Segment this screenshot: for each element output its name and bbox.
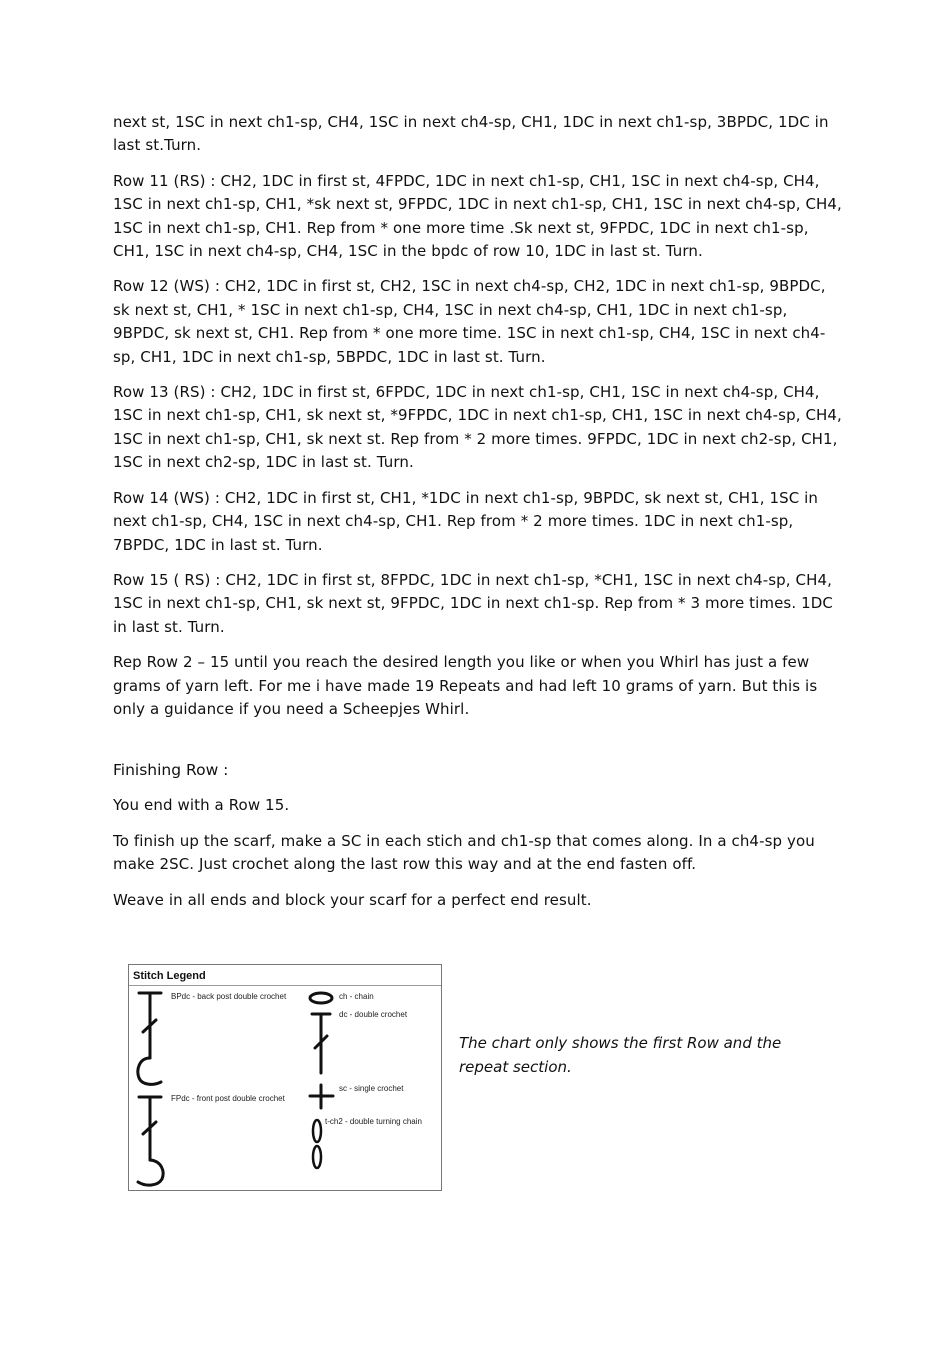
document-body: [113, 111, 843, 924]
finishing-paragraph: To finish up the scarf, make a SC in each stich and ch1-sp that comes along. In a ch4-sp you make 2SC. Just crochet along the last row this way and at the end fasten off.: [113, 831, 815, 874]
chart-caption: The chart only shows the first Row and the repeat section.: [459, 1034, 782, 1076]
chain-symbol-icon: [310, 993, 332, 1003]
finishing-paragraph: You end with a Row 15.: [113, 796, 290, 815]
stitch-legend: [128, 964, 442, 1191]
pattern-row-14: Row 14 (WS) : CH2, 1DC in first st, CH1, *1DC in next ch1-sp, 9BPDC, sk next st, CH1, 1SC in next ch1-sp, CH4, 1SC in next ch4-sp, CH1. Rep from * 2 more times. 1DC in next ch1-sp, 7BPDC, 1DC in last st. Turn.: [113, 488, 819, 554]
legend-label-dc: dc - double crochet: [339, 1010, 408, 1019]
fpdc-symbol-icon: [138, 1097, 163, 1185]
turning-chain-symbol-icon: [313, 1120, 321, 1168]
pattern-row-continuation: next st, 1SC in next ch1-sp, CH4, 1SC in next ch4-sp, CH1, 1DC in next ch1-sp, 3BPDC, 1DC in last st.Turn.: [113, 113, 829, 155]
repeat-instructions: Rep Row 2 – 15 until you reach the desired length you like or when you Whirl has just a few grams of yarn left. For me i have made 19 Repeats and had left 10 grams of yarn. But this is only a guidance if you need a Scheepjes Whirl.: [113, 653, 818, 718]
pattern-row-11: Row 11 (RS) : CH2, 1DC in first st, 4FPDC, 1DC in next ch1-sp, CH1, 1SC in next ch4-sp, CH4, 1SC in next ch1-sp, CH1, *sk next st, 9FPDC, 1DC in next ch1-sp, CH1, 1SC in next ch4-sp, CH4, 1SC in next ch1-sp, CH1. Rep from * one more time .Sk next st, 9FPDC, 1DC in next ch1-sp, CH1, 1SC in next ch4-sp, CH4, 1SC in the bpdc of row 10, 1DC in last st. Turn.: [113, 171, 842, 261]
finishing-paragraph: Weave in all ends and block your scarf for a perfect end result.: [113, 890, 592, 909]
legend-label-tch2: t-ch2 - double turning chain: [325, 1117, 422, 1126]
legend-label-bpdc: BPdc - back post double crochet: [171, 992, 287, 1001]
legend-title: Stitch Legend: [129, 965, 441, 986]
pattern-row-12: Row 12 (WS) : CH2, 1DC in first st, CH2, 1SC in next ch4-sp, CH2, 1DC in next ch1-sp, 9BPDC, sk next st, CH1, * 1SC in next ch1-sp, CH4, 1SC in next ch4-sp, CH1, 1DC in next ch1-sp, 9BPDC, sk next st, CH1. Rep from * one more time. 1SC in next ch1-sp, CH4, 1SC in next ch4-sp, CH1, 1DC in next ch1-sp, 5BPDC, 1DC in last st. Turn.: [113, 277, 826, 366]
sc-symbol-icon: [310, 1085, 333, 1108]
bpdc-symbol-icon: [138, 993, 161, 1084]
pattern-row-15: Row 15 ( RS) : CH2, 1DC in first st, 8FPDC, 1DC in next ch1-sp, *CH1, 1SC in next ch4-sp, CH4, 1SC in next ch1-sp, CH1, sk next st, 9FPDC, 1DC in next ch1-sp. Rep from * 3 more times. 1DC in last st. Turn.: [113, 570, 833, 636]
legend-label-ch: ch - chain: [339, 992, 374, 1001]
pattern-row-13: Row 13 (RS) : CH2, 1DC in first st, 6FPDC, 1DC in next ch1-sp, CH1, 1SC in next ch4-sp, CH4, 1SC in next ch1-sp, CH1, sk next st, *9FPDC, 1DC in next ch1-sp, CH1, 1SC in next ch4-sp, CH4, 1SC in next ch1-sp, CH1, sk next st. Rep from * 2 more times. 9FPDC, 1DC in next ch2-sp, CH1, 1SC in next ch2-sp, 1DC in last st. Turn.: [113, 383, 842, 472]
legend-label-fpdc: FPdc - front post double crochet: [171, 1094, 285, 1103]
legend-label-sc: sc - single crochet: [339, 1084, 404, 1093]
finishing-heading: Finishing Row :: [113, 761, 229, 780]
dc-symbol-icon: [312, 1014, 330, 1073]
